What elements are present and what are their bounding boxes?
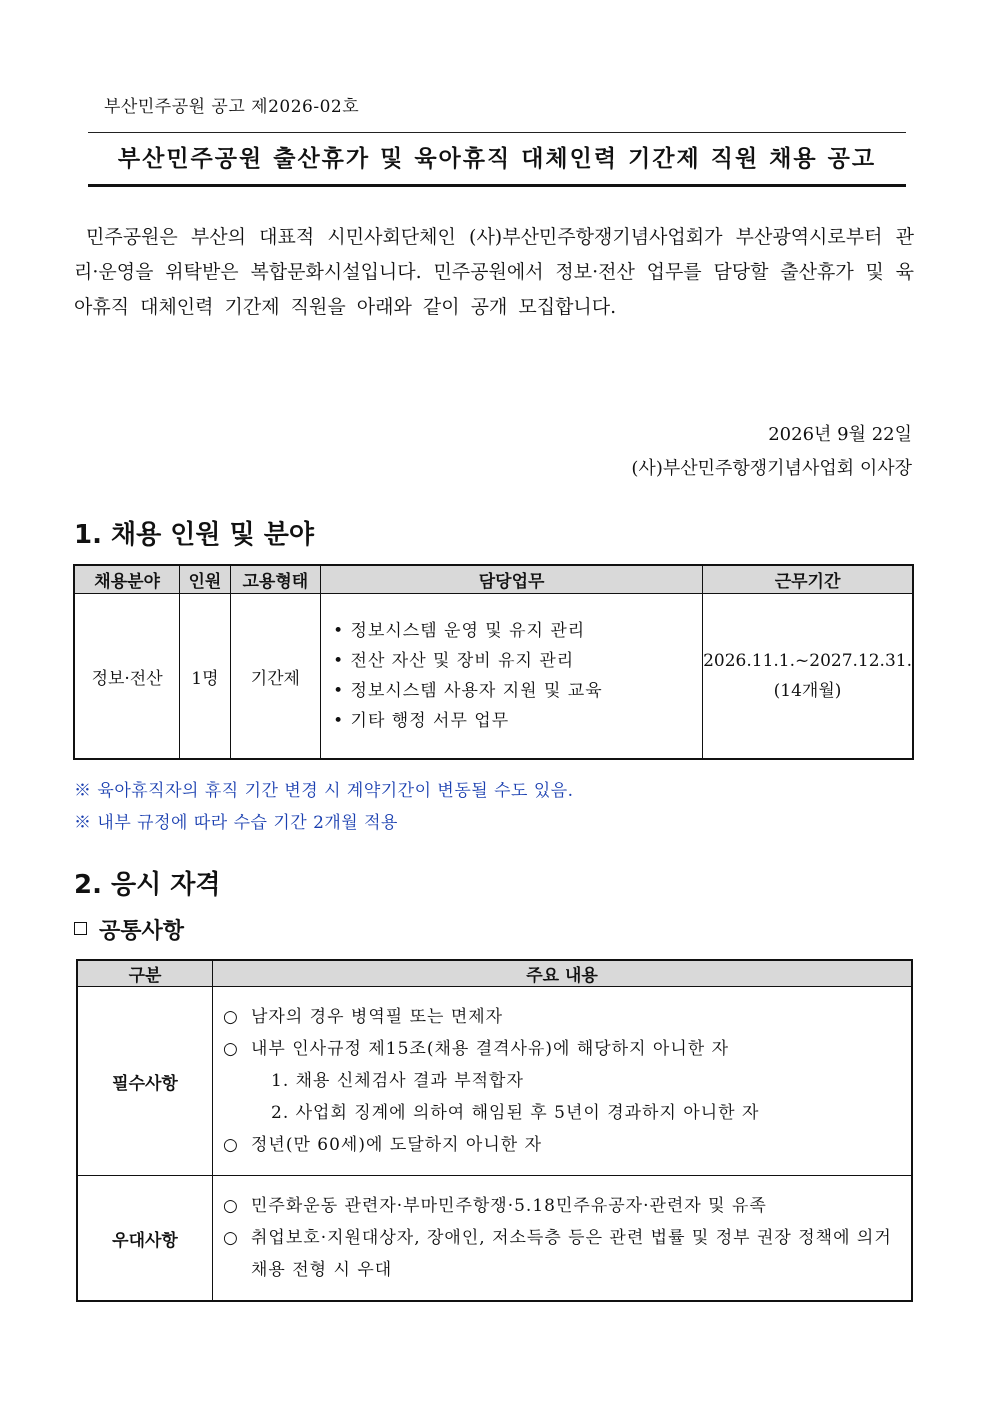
cell-type: 기간제 (230, 594, 321, 760)
cell-field: 정보·전산 (74, 594, 180, 760)
recruitment-table-header (74, 565, 913, 594)
circle-bullet-icon: ○ (223, 1007, 239, 1027)
period-months: (14개월) (773, 681, 842, 701)
cell-count: 1명 (180, 594, 230, 760)
list-item: • 기타 행정 서무 업무 (333, 706, 702, 736)
list-item: ○ 남자의 경우 병역필 또는 면제자 (223, 1001, 901, 1033)
list-item: • 전산 자산 및 장비 유지 관리 (333, 646, 702, 676)
col-header-period: 근무기간 (703, 565, 913, 594)
title-top-rule (88, 132, 906, 133)
circle-bullet-icon: ○ (223, 1228, 239, 1248)
table-row-required (77, 987, 912, 1176)
issuer-name: (사)부산민주항쟁기념사업회 이사장 (631, 458, 912, 479)
list-item: ○ 정년(만 60세)에 도달하지 아니한 자 (223, 1129, 901, 1161)
label-preferred: 우대사항 (77, 1176, 213, 1302)
content-required (213, 987, 913, 1176)
note-contract-change: ※ 육아휴직자의 휴직 기간 변경 시 계약기간이 변동될 수도 있음. (74, 781, 574, 801)
checkbox-square-icon (74, 922, 87, 935)
section-1-heading: 1. 채용 인원 및 분야 (74, 520, 314, 550)
intro-paragraph: 민주공원은 부산의 대표적 시민사회단체인 (사)부산민주항쟁기념사업회가 부산광역시로부터 관리·운영을 위탁받은 복합문화시설입니다. 민주공원에서 정보·전산 업무를 담당할 출산휴가 및 육아휴직 대체인력 기간제 직원을 아래와 같이 공개 모집합니다. (74, 226, 914, 318)
list-subitem: 2. 사업회 징계에 의하여 해임된 후 5년이 경과하지 아니한 자 (271, 1103, 760, 1123)
note-probation: ※ 내부 규정에 따라 수습 기간 2개월 적용 (74, 813, 398, 833)
col-header-count: 인원 (180, 565, 230, 594)
section-2-heading: 2. 응시 자격 (74, 870, 221, 900)
table-row-preferred (77, 1176, 912, 1302)
col-header-field: 채용분야 (74, 565, 180, 594)
list-subitem: 1. 채용 신체검사 결과 부적합자 (271, 1071, 524, 1091)
subheading-common (74, 914, 184, 945)
title-bottom-rule (88, 184, 906, 187)
document-title: 부산민주공원 출산휴가 및 육아휴직 대체인력 기간제 직원 채용 공고 (117, 145, 877, 172)
circle-bullet-icon: ○ (223, 1196, 239, 1216)
period-range: 2026.11.1.~2027.12.31. (703, 651, 912, 671)
table-row (74, 594, 913, 760)
cell-duties (321, 594, 703, 760)
list-item: ○ 취업보호·지원대상자, 장애인, 저소득층 등은 관련 법률 및 정부 권장 정책에 의거 채용 전형 시 우대 (223, 1222, 901, 1286)
col-header-content: 주요 내용 (213, 960, 913, 987)
notice-date: 2026년 9월 22일 (768, 424, 912, 445)
list-item: • 정보시스템 사용자 지원 및 교육 (333, 676, 702, 706)
notice-number: 부산민주공원 공고 제2026-02호 (104, 97, 360, 117)
circle-bullet-icon: ○ (223, 1135, 239, 1155)
col-header-category: 구분 (77, 960, 213, 987)
label-required: 필수사항 (77, 987, 213, 1176)
list-item: ○ 내부 인사규정 제15조(채용 결격사유)에 해당하지 아니한 자 (223, 1033, 901, 1065)
recruitment-table (73, 564, 914, 760)
list-item: • 정보시스템 운영 및 유지 관리 (333, 616, 702, 646)
qualification-table-header (77, 960, 912, 987)
qualification-table (76, 959, 913, 1302)
subheading-label: 공통사항 (99, 919, 185, 944)
col-header-type: 고용형태 (230, 565, 321, 594)
content-preferred (213, 1176, 913, 1302)
list-item: ○ 민주화운동 관련자·부마민주항쟁·5.18민주유공자·관련자 및 유족 (223, 1190, 901, 1222)
cell-period (703, 594, 913, 760)
col-header-duties: 담당업무 (321, 565, 703, 594)
circle-bullet-icon: ○ (223, 1039, 239, 1059)
